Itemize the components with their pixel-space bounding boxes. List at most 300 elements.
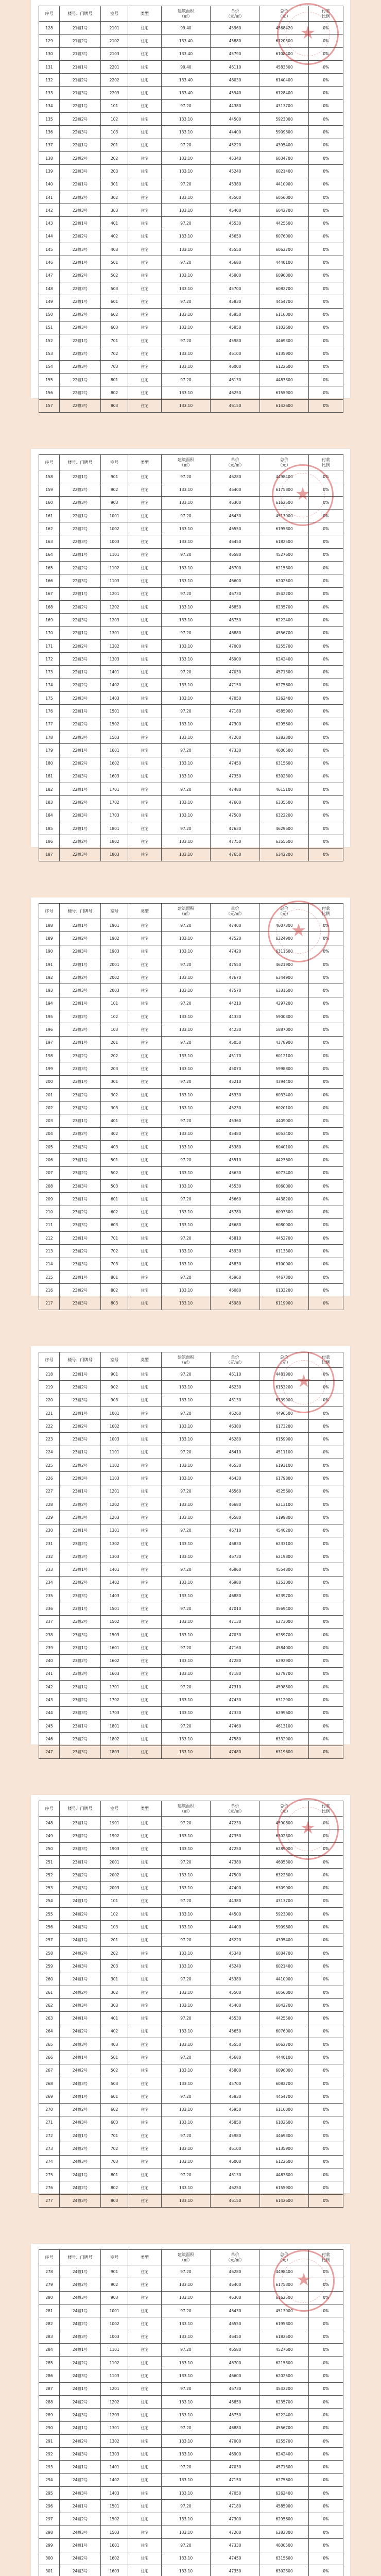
col-area-cell: 133.10 (161, 2038, 211, 2051)
col-total-price-cell: 6242400 (259, 653, 309, 666)
col-index-cell: 256 (39, 1921, 60, 1934)
col-area-cell: 133.10 (161, 653, 211, 666)
col-type-cell: 住宅 (128, 2448, 161, 2461)
col-room-cell: 1501 (100, 705, 128, 718)
col-type-cell: 住宅 (128, 1946, 161, 1959)
col-room-cell: 701 (100, 1232, 128, 1245)
col-index-cell: 144 (39, 230, 60, 243)
col-type-cell: 住宅 (128, 1010, 161, 1023)
col-payment-ratio-cell: 0% (309, 295, 343, 308)
col-area-cell: 133.10 (161, 1706, 211, 1719)
col-type-cell: 住宅 (128, 87, 161, 99)
col-building-cell: 22幢3号 (59, 770, 100, 783)
col-type-cell: 住宅 (128, 1745, 161, 1758)
col-area-cell: 97.20 (161, 1036, 211, 1049)
table-row (39, 1524, 343, 1537)
table-row (39, 2025, 343, 2038)
red-seal-stamp (277, 3, 339, 65)
col-payment-ratio-cell: 0% (309, 1193, 343, 1206)
col-building-cell: 23幢3号 (59, 1706, 100, 1719)
table-row (39, 2421, 343, 2434)
col-type-cell: 住宅 (128, 835, 161, 848)
col-index-cell: 200 (39, 1075, 60, 1088)
col-total-price-cell: 6102600 (259, 321, 309, 334)
col-area-cell: 97.20 (161, 783, 211, 796)
col-total-price-cell: 6162500 (259, 2291, 309, 2304)
col-room-cell: 1802 (100, 835, 128, 848)
col-payment-ratio-cell: 0% (309, 1960, 343, 1973)
col-unit-price-cell: 46600 (211, 2369, 260, 2382)
col-area-cell: 133.10 (161, 971, 211, 984)
table-row (39, 639, 343, 652)
col-room-cell: 602 (100, 1206, 128, 1218)
col-room-cell: 103 (100, 1921, 128, 1934)
col-area-cell: 133.10 (161, 718, 211, 731)
col-payment-ratio-cell: 0% (309, 321, 343, 334)
col-type-cell: 住宅 (128, 1127, 161, 1140)
table-row (39, 1193, 343, 1206)
col-unit-price-cell: 46230 (211, 1381, 260, 1394)
col-room-cell: 1402 (100, 1576, 128, 1589)
col-room-cell: 2103 (100, 47, 128, 60)
col-total-price-cell: 6215800 (259, 2357, 309, 2369)
col-building-cell: 21幢2号 (59, 35, 100, 47)
col-building-cell: 22幢1号 (59, 587, 100, 600)
col-unit-price-cell: 45780 (211, 1206, 260, 1218)
col-index-cell: 222 (39, 1420, 60, 1433)
col-type-cell: 住宅 (128, 971, 161, 984)
col-payment-ratio-cell: 0% (309, 2051, 343, 2064)
col-payment-ratio-cell: 0% (309, 60, 343, 73)
col-index-cell: 138 (39, 151, 60, 164)
col-total-price-cell: 5923000 (259, 1908, 309, 1921)
col-unit-price-cell: 47570 (211, 984, 260, 997)
col-index-cell: 134 (39, 99, 60, 112)
col-index-cell: 130 (39, 47, 60, 60)
col-type-cell: 住宅 (128, 2194, 161, 2207)
col-area-cell: 133.10 (161, 692, 211, 705)
col-building-cell: 22幢3号 (59, 653, 100, 666)
col-area-cell: 133.10 (161, 126, 211, 139)
col-payment-ratio-cell: 0% (309, 139, 343, 151)
col-building-cell: 23幢2号 (59, 1381, 100, 1394)
table-row (39, 1023, 343, 1036)
col-room-cell: 1003 (100, 1433, 128, 1446)
col-building-cell: 23幢3号 (59, 1101, 100, 1114)
col-unit-price-cell: 47300 (211, 718, 260, 731)
seal-star-icon: ★ (300, 23, 316, 43)
col-area-cell: 133.10 (161, 2025, 211, 2038)
col-type-cell: 住宅 (128, 2129, 161, 2142)
col-type-cell: 住宅 (128, 1960, 161, 1973)
col-unit-price-cell: 45510 (211, 1154, 260, 1166)
document-page (31, 1346, 350, 1755)
col-building-cell: 24幢3号 (59, 2565, 100, 2576)
col-payment-ratio-cell: 0% (309, 2382, 343, 2395)
col-unit-price-cell: 46730 (211, 2382, 260, 2395)
col-building-cell: 23幢1号 (59, 1563, 100, 1576)
col-unit-price-cell: 45230 (211, 1101, 260, 1114)
col-unit-price-cell: 47000 (211, 639, 260, 652)
col-area-cell: 133.10 (161, 835, 211, 848)
col-area-cell: 133.10 (161, 1381, 211, 1394)
col-unit-price-cell: 46250 (211, 386, 260, 399)
col-index-cell: 272 (39, 2129, 60, 2142)
col-total-price-cell: 6344900 (259, 971, 309, 984)
col-room-cell: 1102 (100, 1459, 128, 1472)
col-total-price-cell: 5887000 (259, 1023, 309, 1036)
col-payment-ratio-cell: 0% (309, 1842, 343, 1855)
col-building-cell: 22幢3号 (59, 243, 100, 256)
col-total-price-cell: 4607300 (259, 919, 309, 932)
col-building-cell: 22幢1号 (59, 705, 100, 718)
col-building-cell: 22幢3号 (59, 399, 100, 412)
col-payment-ratio-cell: 0% (309, 1855, 343, 1868)
col-building-cell: 24幢1号 (59, 2421, 100, 2434)
col-payment-ratio-cell: 0% (309, 1829, 343, 1842)
col-index-cell: 253 (39, 1882, 60, 1894)
header-col-type: 类型 (128, 2250, 161, 2265)
col-area-cell: 133.10 (161, 796, 211, 809)
col-total-price-cell: 6020100 (259, 1101, 309, 1114)
col-unit-price-cell: 45930 (211, 1245, 260, 1258)
col-index-cell: 211 (39, 1218, 60, 1231)
col-index-cell: 178 (39, 731, 60, 743)
col-payment-ratio-cell: 0% (309, 587, 343, 600)
col-index-cell: 173 (39, 666, 60, 679)
col-building-cell: 23幢3号 (59, 1628, 100, 1641)
col-index-cell: 228 (39, 1498, 60, 1511)
col-payment-ratio-cell: 0% (309, 126, 343, 139)
table-row (39, 1232, 343, 1245)
col-index-cell: 185 (39, 822, 60, 835)
col-unit-price-cell: 45340 (211, 1946, 260, 1959)
col-index-cell: 239 (39, 1641, 60, 1654)
col-total-price-cell: 6262400 (259, 692, 309, 705)
col-area-cell: 99.40 (161, 22, 211, 35)
table-row (39, 99, 343, 112)
col-building-cell: 24幢3号 (59, 1960, 100, 1973)
col-unit-price-cell: 45220 (211, 139, 260, 151)
col-index-cell: 229 (39, 1511, 60, 1524)
col-payment-ratio-cell: 0% (309, 984, 343, 997)
col-total-price-cell: 4600500 (259, 2539, 309, 2552)
col-area-cell: 133.10 (161, 2565, 211, 2576)
col-area-cell: 133.10 (161, 1101, 211, 1114)
col-area-cell: 97.20 (161, 1232, 211, 1245)
col-payment-ratio-cell: 0% (309, 2434, 343, 2447)
col-total-price-cell: 6108400 (259, 47, 309, 60)
col-total-price-cell: 4440100 (259, 256, 309, 269)
col-building-cell: 23幢1号 (59, 1193, 100, 1206)
col-unit-price-cell: 45380 (211, 178, 260, 191)
col-building-cell: 22幢2号 (59, 230, 100, 243)
col-building-cell: 22幢1号 (59, 139, 100, 151)
col-payment-ratio-cell: 0% (309, 1258, 343, 1270)
col-unit-price-cell: 45680 (211, 1218, 260, 1231)
table-row (39, 1485, 343, 1498)
col-index-cell: 221 (39, 1406, 60, 1419)
col-unit-price-cell: 46100 (211, 2142, 260, 2155)
col-area-cell: 133.10 (161, 2116, 211, 2129)
header-col-room: 室号 (100, 1352, 128, 1368)
col-total-price-cell: 6042700 (259, 204, 309, 217)
col-type-cell: 住宅 (128, 165, 161, 178)
col-payment-ratio-cell: 0% (309, 1010, 343, 1023)
col-payment-ratio-cell: 0% (309, 666, 343, 679)
col-index-cell: 182 (39, 783, 60, 796)
col-payment-ratio-cell: 0% (309, 1459, 343, 1472)
col-unit-price-cell: 44330 (211, 1010, 260, 1023)
col-index-cell: 213 (39, 1245, 60, 1258)
col-payment-ratio-cell: 0% (309, 1973, 343, 1986)
col-type-cell: 住宅 (128, 2487, 161, 2500)
col-unit-price-cell: 46080 (211, 1284, 260, 1297)
col-room-cell: 1901 (100, 1817, 128, 1829)
table-row (39, 614, 343, 626)
col-index-cell: 197 (39, 1036, 60, 1049)
col-payment-ratio-cell: 0% (309, 374, 343, 386)
col-index-cell: 283 (39, 2330, 60, 2343)
col-type-cell: 住宅 (128, 399, 161, 412)
col-type-cell: 住宅 (128, 1141, 161, 1154)
col-type-cell: 住宅 (128, 1088, 161, 1101)
col-total-price-cell: 6096000 (259, 2064, 309, 2077)
col-building-cell: 24幢3号 (59, 2369, 100, 2382)
col-total-price-cell: 6195800 (259, 2317, 309, 2330)
col-type-cell: 住宅 (128, 574, 161, 587)
col-room-cell: 901 (100, 470, 128, 483)
col-room-cell: 702 (100, 2142, 128, 2155)
col-payment-ratio-cell: 0% (309, 1693, 343, 1706)
table-row (39, 835, 343, 848)
col-area-cell: 97.20 (161, 626, 211, 639)
col-building-cell: 23幢3号 (59, 1882, 100, 1894)
col-building-cell: 24幢3号 (59, 2409, 100, 2421)
col-type-cell: 住宅 (128, 1817, 161, 1829)
col-room-cell: 1202 (100, 2395, 128, 2408)
col-area-cell: 133.10 (161, 731, 211, 743)
table-row (39, 1284, 343, 1297)
col-unit-price-cell: 44210 (211, 997, 260, 1010)
col-total-price-cell: 4621900 (259, 958, 309, 971)
table-row (39, 1986, 343, 1998)
col-room-cell: 401 (100, 1114, 128, 1127)
col-type-cell: 住宅 (128, 2513, 161, 2526)
col-building-cell: 23幢2号 (59, 1498, 100, 1511)
table-row (39, 1563, 343, 1576)
table-row (39, 653, 343, 666)
col-index-cell: 241 (39, 1667, 60, 1680)
col-total-price-cell: 6096000 (259, 269, 309, 282)
col-room-cell: 501 (100, 1154, 128, 1166)
col-total-price-cell: 6102600 (259, 2116, 309, 2129)
col-area-cell: 133.10 (161, 1946, 211, 1959)
col-payment-ratio-cell: 0% (309, 2473, 343, 2486)
header-col-payment-ratio: 付款 比例 (309, 1801, 343, 1817)
price-table (39, 1801, 343, 2208)
col-unit-price-cell: 47200 (211, 731, 260, 743)
col-area-cell: 133.10 (161, 1537, 211, 1550)
table-row (39, 1869, 343, 1882)
col-unit-price-cell: 47030 (211, 2461, 260, 2473)
col-area-cell: 97.20 (161, 99, 211, 112)
col-total-price-cell: 6133200 (259, 1284, 309, 1297)
col-area-cell: 99.40 (161, 60, 211, 73)
col-type-cell: 住宅 (128, 74, 161, 87)
col-type-cell: 住宅 (128, 1485, 161, 1498)
col-payment-ratio-cell: 0% (309, 2409, 343, 2421)
col-room-cell: 1603 (100, 2565, 128, 2576)
table-row (39, 1667, 343, 1680)
col-room-cell: 101 (100, 99, 128, 112)
col-payment-ratio-cell: 0% (309, 679, 343, 691)
col-payment-ratio-cell: 0% (309, 757, 343, 770)
col-unit-price-cell: 44380 (211, 99, 260, 112)
col-index-cell: 184 (39, 809, 60, 822)
col-type-cell: 住宅 (128, 1908, 161, 1921)
col-index-cell: 188 (39, 919, 60, 932)
col-unit-price-cell: 45330 (211, 1088, 260, 1101)
col-payment-ratio-cell: 0% (309, 600, 343, 613)
table-row (39, 295, 343, 308)
col-building-cell: 22幢2号 (59, 835, 100, 848)
col-total-price-cell: 6122600 (259, 2155, 309, 2168)
col-unit-price-cell: 45340 (211, 151, 260, 164)
col-room-cell: 1503 (100, 2526, 128, 2538)
col-area-cell: 133.10 (161, 347, 211, 360)
col-unit-price-cell: 47380 (211, 1855, 260, 1868)
col-building-cell: 24幢3号 (59, 2155, 100, 2168)
col-payment-ratio-cell: 0% (309, 2395, 343, 2408)
col-unit-price-cell: 47050 (211, 2487, 260, 2500)
col-total-price-cell: 6056000 (259, 191, 309, 204)
col-payment-ratio-cell: 0% (309, 718, 343, 731)
col-building-cell: 22幢3号 (59, 165, 100, 178)
col-type-cell: 住宅 (128, 374, 161, 386)
col-building-cell: 22幢2号 (59, 562, 100, 574)
col-payment-ratio-cell: 0% (309, 1075, 343, 1088)
col-area-cell: 97.20 (161, 1524, 211, 1537)
col-building-cell: 22幢3号 (59, 731, 100, 743)
seal-star-icon: ★ (290, 920, 307, 941)
col-type-cell: 住宅 (128, 548, 161, 561)
col-area-cell: 133.10 (161, 1589, 211, 1602)
col-building-cell: 22幢1号 (59, 548, 100, 561)
col-payment-ratio-cell: 0% (309, 971, 343, 984)
col-room-cell: 601 (100, 1193, 128, 1206)
col-total-price-cell: 4469300 (259, 334, 309, 347)
col-payment-ratio-cell: 0% (309, 1284, 343, 1297)
col-payment-ratio-cell: 0% (309, 2421, 343, 2434)
col-building-cell: 23幢1号 (59, 1855, 100, 1868)
col-total-price-cell: 6062700 (259, 2038, 309, 2051)
col-area-cell: 133.10 (161, 1999, 211, 2012)
col-total-price-cell: 6021400 (259, 1960, 309, 1973)
col-type-cell: 住宅 (128, 1829, 161, 1842)
col-building-cell: 22幢2号 (59, 191, 100, 204)
table-row (39, 796, 343, 809)
table-row (39, 770, 343, 783)
col-total-price-cell: 4440100 (259, 2051, 309, 2064)
table-row (39, 2194, 343, 2207)
col-unit-price-cell: 47480 (211, 1745, 260, 1758)
header-col-room: 室号 (100, 904, 128, 919)
col-index-cell: 203 (39, 1114, 60, 1127)
col-area-cell: 133.10 (161, 1628, 211, 1641)
col-building-cell: 23幢3号 (59, 1511, 100, 1524)
col-building-cell: 23幢3号 (59, 1745, 100, 1758)
col-unit-price-cell: 47670 (211, 971, 260, 984)
col-unit-price-cell: 46130 (211, 1394, 260, 1406)
col-room-cell: 1203 (100, 2409, 128, 2421)
col-payment-ratio-cell: 0% (309, 1498, 343, 1511)
table-row (39, 574, 343, 587)
col-building-cell: 23幢1号 (59, 1271, 100, 1284)
table-row (39, 1154, 343, 1166)
col-room-cell: 1302 (100, 1537, 128, 1550)
col-room-cell: 902 (100, 1381, 128, 1394)
col-payment-ratio-cell: 0% (309, 1921, 343, 1934)
col-type-cell: 住宅 (128, 2473, 161, 2486)
col-total-price-cell: 6093300 (259, 1206, 309, 1218)
table-row (39, 74, 343, 87)
col-type-cell: 住宅 (128, 1193, 161, 1206)
col-index-cell: 260 (39, 1973, 60, 1986)
col-payment-ratio-cell: 0% (309, 204, 343, 217)
col-payment-ratio-cell: 0% (309, 1641, 343, 1654)
col-room-cell: 402 (100, 230, 128, 243)
col-index-cell: 216 (39, 1284, 60, 1297)
table-row (39, 1498, 343, 1511)
seal-star-icon: ★ (300, 1818, 316, 1838)
col-total-price-cell: 6175800 (259, 483, 309, 496)
col-area-cell: 97.20 (161, 1641, 211, 1654)
col-type-cell: 住宅 (128, 1589, 161, 1602)
col-type-cell: 住宅 (128, 151, 161, 164)
col-room-cell: 1201 (100, 1485, 128, 1498)
col-payment-ratio-cell: 0% (309, 87, 343, 99)
col-payment-ratio-cell: 0% (309, 1023, 343, 1036)
col-total-price-cell: 6315600 (259, 757, 309, 770)
col-type-cell: 住宅 (128, 587, 161, 600)
col-room-cell: 1601 (100, 2539, 128, 2552)
col-payment-ratio-cell: 0% (309, 243, 343, 256)
col-building-cell: 24幢3号 (59, 2291, 100, 2304)
col-room-cell: 501 (100, 2051, 128, 2064)
col-total-price-cell: 6162500 (259, 496, 309, 509)
col-unit-price-cell: 45530 (211, 1179, 260, 1192)
col-area-cell: 97.20 (161, 1114, 211, 1127)
table-row (39, 151, 343, 164)
col-room-cell: 403 (100, 2038, 128, 2051)
table-row (39, 1258, 343, 1270)
col-type-cell: 住宅 (128, 1733, 161, 1745)
col-room-cell: 1703 (100, 1706, 128, 1719)
col-room-cell: 1103 (100, 2369, 128, 2382)
col-building-cell: 23幢2号 (59, 1284, 100, 1297)
col-total-price-cell: 6113300 (259, 1245, 309, 1258)
col-index-cell: 265 (39, 2038, 60, 2051)
table-row (39, 744, 343, 757)
col-index-cell: 156 (39, 386, 60, 399)
col-index-cell: 177 (39, 718, 60, 731)
col-type-cell: 住宅 (128, 1284, 161, 1297)
col-unit-price-cell: 45240 (211, 165, 260, 178)
col-room-cell: 1601 (100, 1641, 128, 1654)
col-room-cell: 1002 (100, 1420, 128, 1433)
col-unit-price-cell: 45850 (211, 321, 260, 334)
